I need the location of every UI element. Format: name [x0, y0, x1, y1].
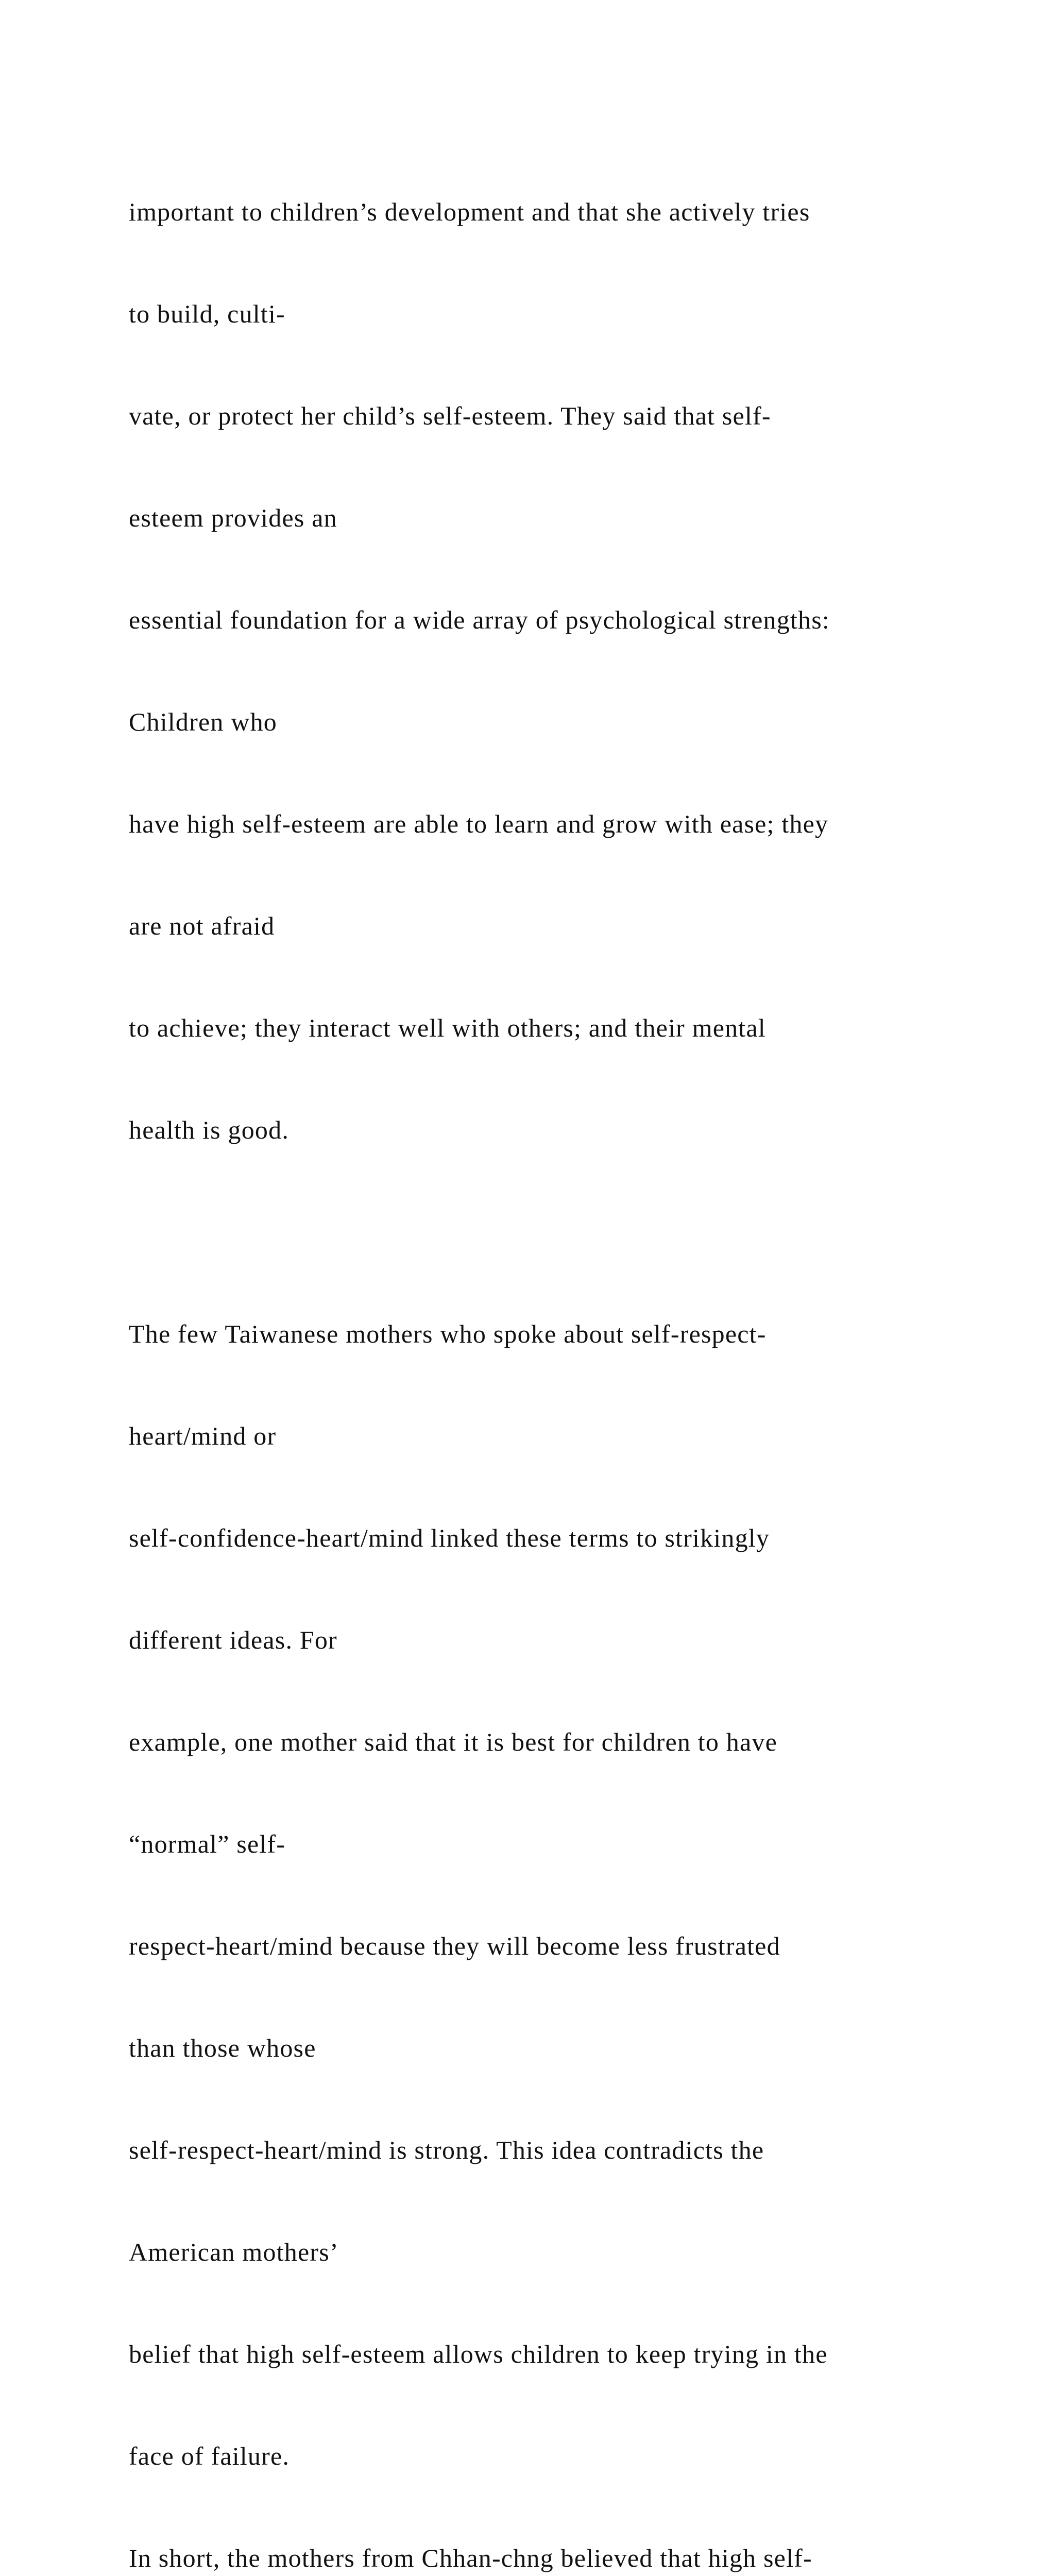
text-line: The few Taiwanese mothers who spoke about self-respect- [129, 1319, 767, 1348]
text-line: In short, the mothers from Chhan-chng believed that high self- [129, 2544, 812, 2572]
paragraph-break [129, 1215, 1005, 1249]
body-text [129, 127, 1005, 2576]
text-line: respect-heart/mind because they will become less frustrated [129, 1931, 780, 1960]
text-line: self-confidence-heart/mind linked these terms to strikingly [129, 1523, 770, 1552]
text-line: essential foundation for a wide array of psychological strengths: [129, 605, 830, 634]
text-line: face of failure. [129, 2442, 290, 2470]
text-line: Children who [129, 707, 277, 736]
text-line: health is good. [129, 1115, 290, 1144]
text-line: self-respect-heart/mind is strong. This idea contradicts the [129, 2136, 764, 2164]
text-line: “normal” self- [129, 1829, 286, 1858]
text-line: different ideas. For [129, 1625, 337, 1654]
text-line: to build, culti- [129, 299, 285, 328]
text-line: important to children’s development and that she actively tries [129, 197, 810, 226]
text-line: heart/mind or [129, 1421, 277, 1450]
text-line: are not afraid [129, 911, 275, 940]
text-line: vate, or protect her child’s self-esteem. They said that self- [129, 401, 771, 430]
text-line: example, one mother said that it is best for children to have [129, 1727, 777, 1756]
text-line: have high self-esteem are able to learn and grow with ease; they [129, 809, 829, 838]
text-line: esteem provides an [129, 503, 337, 532]
text-line: belief that high self-esteem allows children to keep trying in the [129, 2340, 828, 2368]
text-line: than those whose [129, 2033, 316, 2062]
text-line: American mothers’ [129, 2238, 339, 2266]
text-line: to achieve; they interact well with others; and their mental [129, 1013, 766, 1042]
